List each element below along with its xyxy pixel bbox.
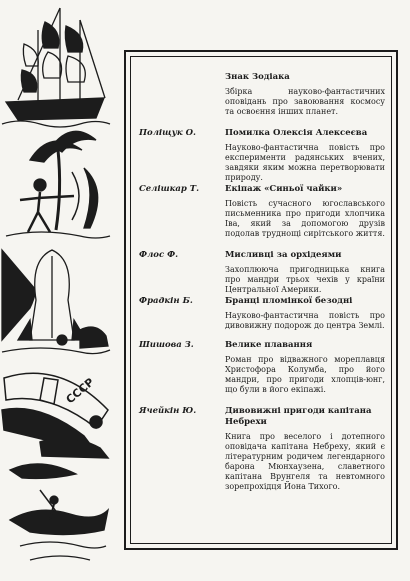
entry-description: Збірка науково-фантастичних оповідань про завоювання космосу та освоєння інших планет. — [225, 87, 385, 116]
entry-description: Повість сучасного югославського письменника про пригоди хлопчика Іва, який за допомогою друзів подолав труднощі сирітського життя. — [225, 199, 385, 238]
entry-description: Науково-фантастична повість про експерименти радянських вчених, завдяки яким можна перетворювати природу. — [225, 143, 385, 182]
entry-book — [225, 406, 385, 492]
entry-description: Роман про відважного мореплавця Христофора Колумба, про його мандри, про пригоди хлопців-юнг, що були в його екіпажі. — [225, 355, 385, 394]
entry-title: Бранці пломінкої безодні — [225, 296, 353, 306]
plane-marking: СССР — [63, 375, 97, 407]
entry-author: Ячейкін Ю. — [139, 406, 197, 416]
illustration-column — [0, 0, 112, 581]
archer-icon — [6, 131, 110, 238]
entry-description: Захоплююча пригодницька книга про мандри трьох чехів у країни Центральної Америки. — [225, 265, 385, 294]
entry-author: Фрадкін Б. — [139, 296, 193, 306]
entry-title: Екіпаж «Синьої чайки» — [225, 184, 343, 194]
entry-title: Велике плавання — [225, 340, 313, 350]
entry-author: Шишова З. — [139, 340, 194, 350]
entry-book — [225, 72, 385, 117]
sailing-ship-icon — [2, 8, 110, 127]
entry-book — [225, 184, 385, 239]
entry-author: Поліщук О. — [139, 128, 196, 138]
entry-book — [225, 128, 385, 183]
rocket-icon — [2, 250, 110, 354]
entry-author: Селішкар Т. — [139, 184, 200, 194]
entry-title: Знак Зодіака — [225, 72, 290, 82]
entry-title: Дивовижні пригоди капітана Небрехи — [225, 406, 372, 427]
entry-description: Книга про веселого і дотепного оповідача капітана Небреху, який є літературним родичем легендарного барона Мюнхаузена, славетного капітана Врунгеля та невтомного зорепрохідця Йона Тихого. — [225, 432, 385, 491]
entry-book — [225, 340, 385, 395]
entry-title: Помилка Олексія Алексеєва — [225, 128, 368, 138]
entry-book — [225, 250, 385, 295]
entry-title: Мисливці за орхідеями — [225, 250, 342, 260]
entry-book — [225, 296, 385, 331]
entry-description: Науково-фантастична повість про дивовижну подорож до центра Землі. — [225, 311, 385, 330]
entry-author: Флос Ф. — [139, 250, 179, 260]
boat-icon — [10, 464, 108, 560]
airplane-icon — [2, 373, 108, 458]
